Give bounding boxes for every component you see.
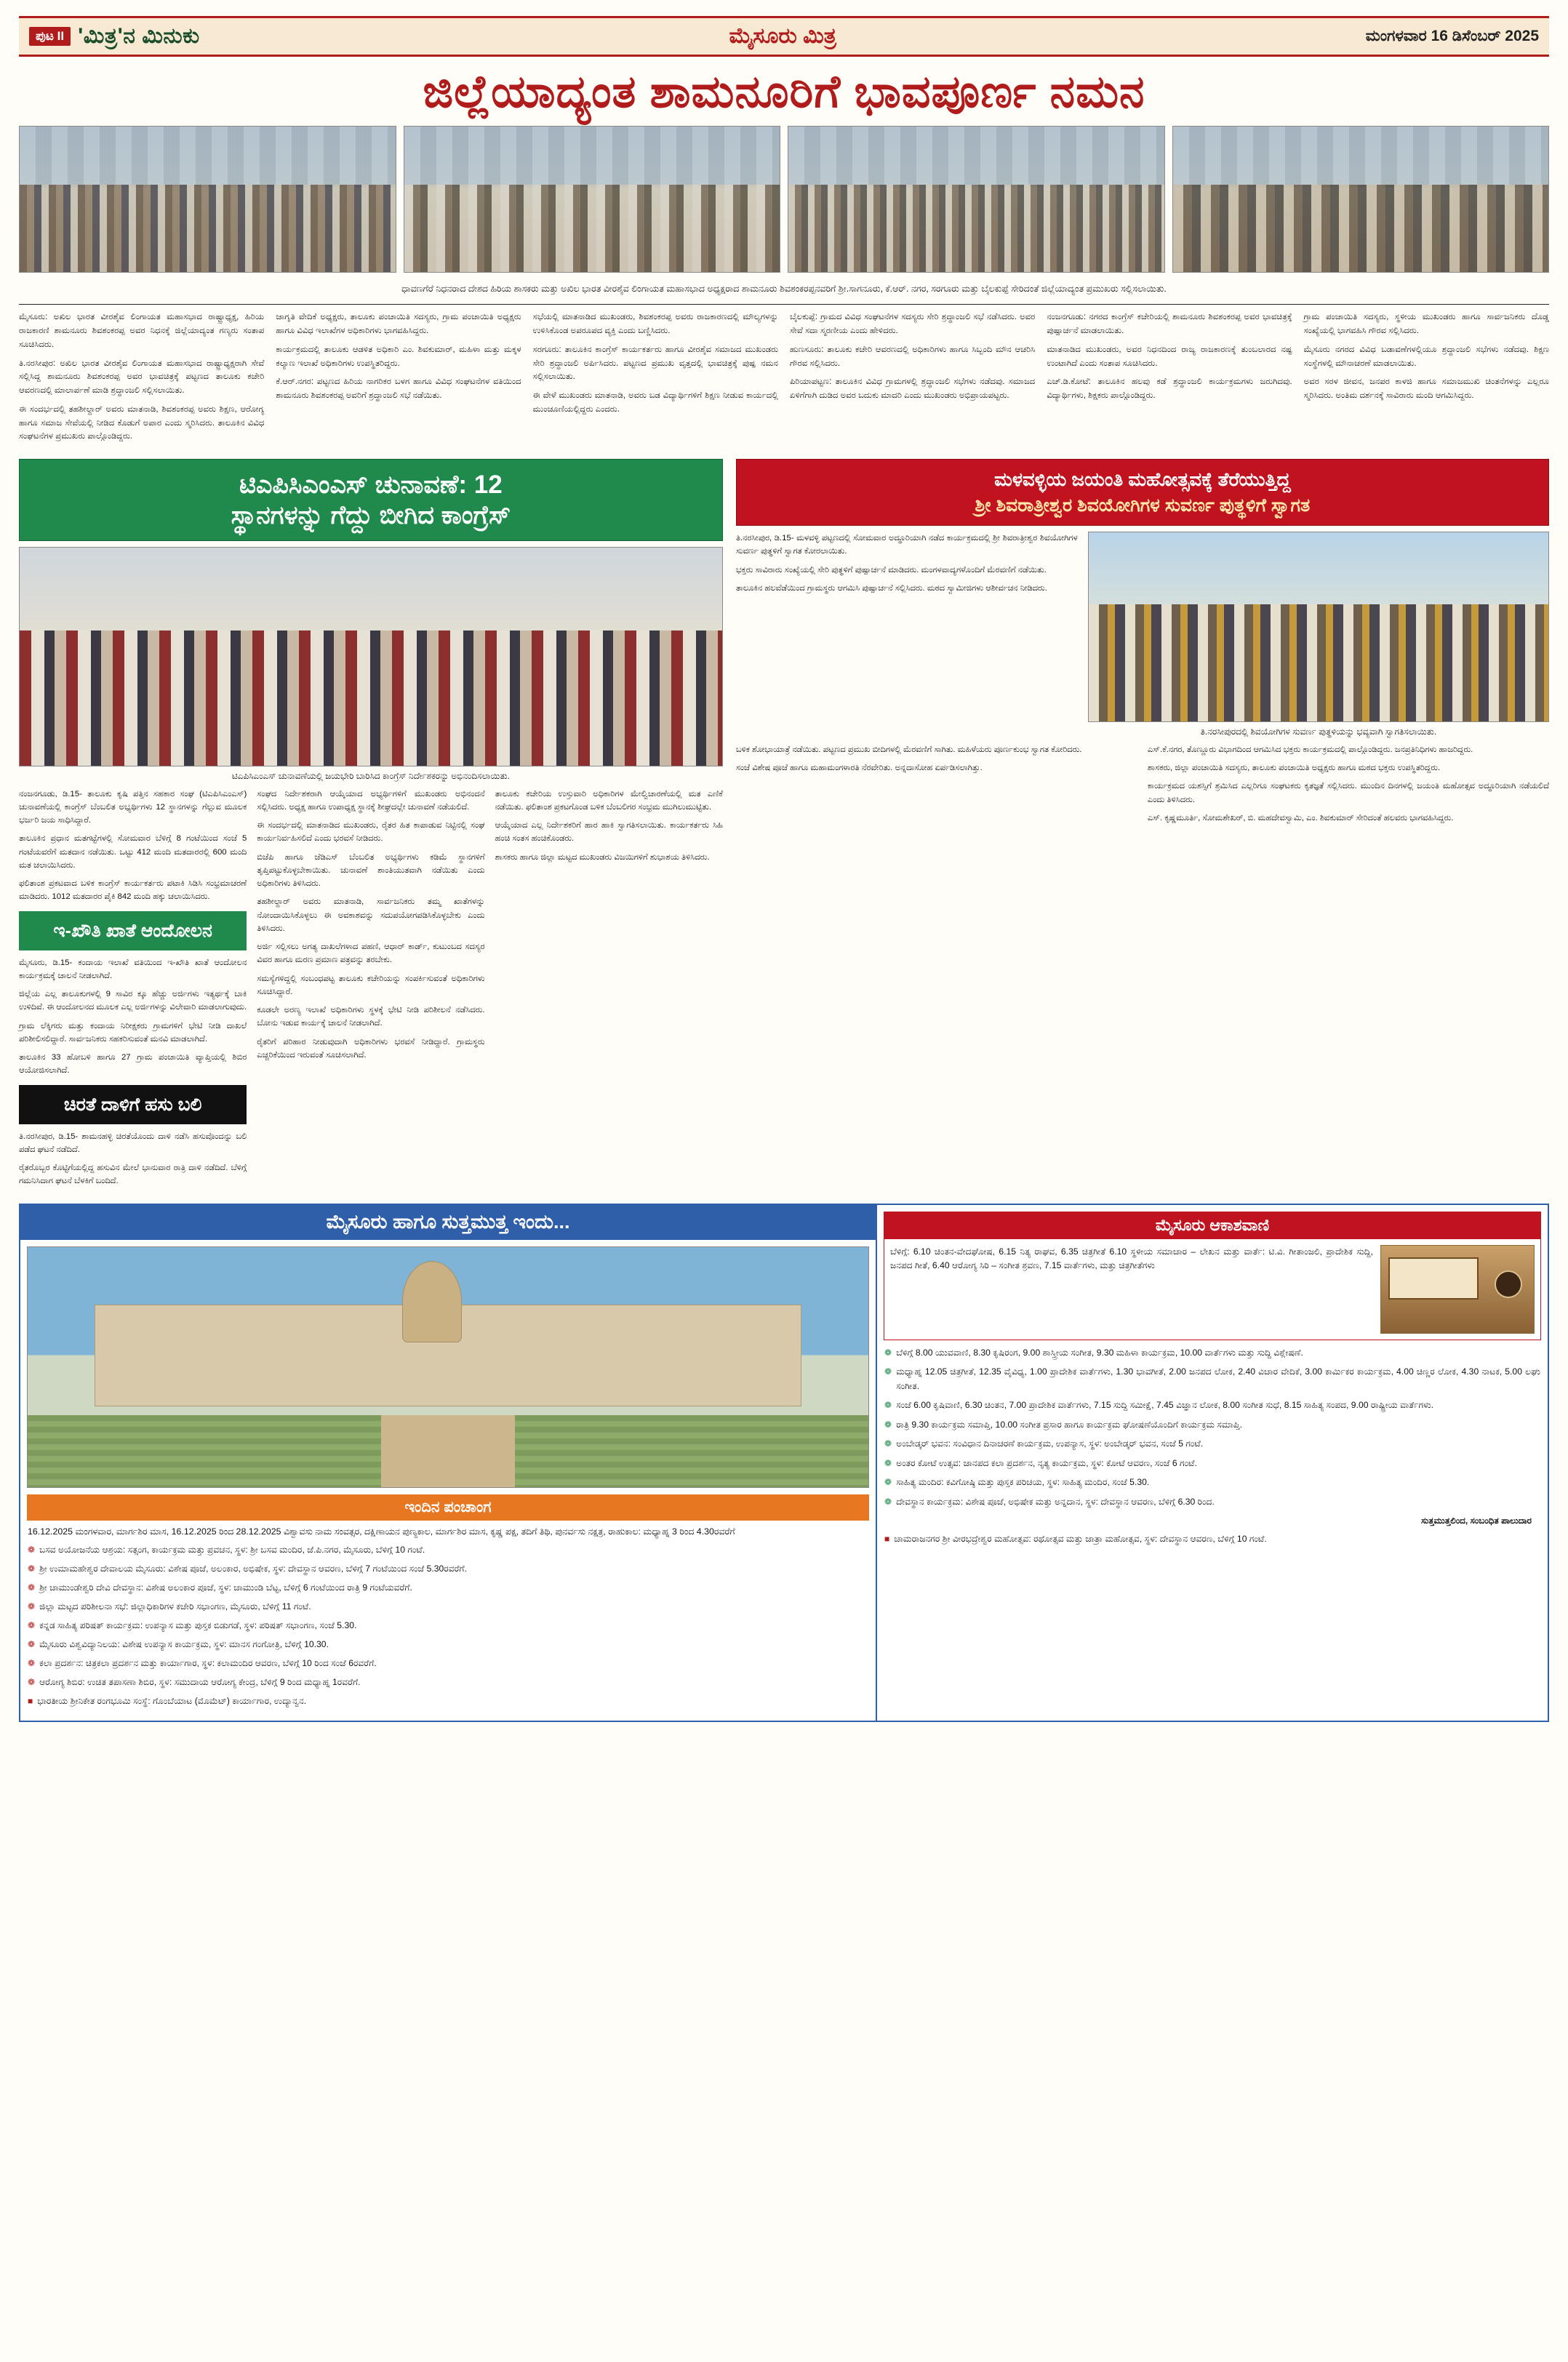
- event-text: ಶ್ರೀ ಉಮಾಮಹೇಶ್ವರ ದೇವಾಲಯ ಮೈಸೂರು: ವಿಶೇಷ ಪೂಜೆ, ಅಲಂಕಾರ, ಅಭಿಷೇಕ, ಸ್ಥಳ: ದೇವಸ್ಥಾನ ಆವರಣ, ಬೆಳಿಗ್ಗೆ 7 ಗಂಟೆಯಿಂದ ಸಂಜೆ 5.30ರವರೆಗೆ.: [39, 1564, 467, 1574]
- masthead-left: [29, 24, 200, 49]
- event-text: ಮೈಸೂರು ವಿಶ್ವವಿದ್ಯಾನಿಲಯ: ವಿಶೇಷ ಉಪನ್ಯಾಸ ಕಾರ್ಯಕ್ರಮ, ಸ್ಥಳ: ಮಾನಸ ಗಂಗೋತ್ರಿ, ಬೆಳಿಗ್ಗೆ 10.30.: [39, 1639, 329, 1650]
- panchanga-text: 16.12.2025 ಮಂಗಳವಾರ, ಮಾರ್ಗಶಿರ ಮಾಸ, 16.12.2025 ರಿಂದ 28.12.2025 ವಿಶ್ವಾವಸು ನಾಮ ಸಂವತ್ಸರ, ದಕ್ಷಿಣಾಯನ ಪುಣ್ಯಕಾಲ, ಮಾರ್ಗಶಿರ ಮಾಸ, ಕೃಷ್ಣ ಪಕ್ಷ, ತದಿಗೆ ತಿಥಿ, ಪುನರ್ವಸು ನಕ್ಷತ್ರ, ರಾಹುಕಾಲ: ಮಧ್ಯಾಹ್ನ 3 ರಿಂದ 4.30ರವರೆಗೆ: [28, 1526, 735, 1537]
- flower-bullet-icon: ❁: [884, 1366, 892, 1377]
- flower-bullet-icon: ❁: [28, 1620, 36, 1631]
- list-item: [28, 1600, 868, 1614]
- paragraph: ತಿ.ನರಸೀಪುರ, ಡಿ.15- ಮಳವಳ್ಳಿ ಪಟ್ಟಣದಲ್ಲಿ ಸೋಮವಾರ ಅದ್ಧೂರಿಯಾಗಿ ನಡೆದ ಕಾರ್ಯಕ್ರಮದಲ್ಲಿ ಶ್ರೀ ಶಿವರಾತ್ರೀಶ್ವರ ಶಿವಯೋಗಿಗಳ ಸುವರ್ಣ ಪುತ್ಥಳಿಗೆ ಸ್ವಾಗತ ಕೋರಲಾಯಿತು.: [735, 534, 1078, 556]
- lead-col-3: [533, 311, 778, 449]
- schedule-text: ರಾತ್ರಿ 9.30 ಕಾರ್ಯಕ್ರಮ ಸಮಾಪ್ತಿ, 10.00 ಸಂಗೀತ ಪ್ರಸಾರ ಹಾಗೂ ಕಾರ್ಯಕ್ರಮ ಘೋಷಣೆಯೊಂದಿಗೆ ಕಾರ್ಯಕ್ರಮ ಸಮಾಪ್ತಿ.: [896, 1419, 1243, 1430]
- paragraph: ರೈತರೊಬ್ಬರ ಕೊಟ್ಟಿಗೆಯಲ್ಲಿದ್ದ ಹಸುವಿನ ಮೇಲೆ ಭಾನುವಾರ ರಾತ್ರಿ ದಾಳಿ ನಡೆದಿದೆ. ಬೆಳಿಗ್ಗೆ ಗಮನಿಸಿದಾಗ ಘಟನೆ ಬೆಳಕಿಗೆ ಬಂದಿದೆ.: [19, 1164, 247, 1186]
- malavalli-col-2: [736, 743, 1137, 830]
- paragraph: ಶಾಸಕರು ಹಾಗೂ ಜಿಲ್ಲಾ ಮಟ್ಟದ ಮುಖಂಡರು ವಿಜಯಿಗಳಿಗೆ ಶುಭಾಶಯ ತಿಳಿಸಿದರು.: [495, 852, 710, 862]
- radio-panel-heading: ಮೈಸೂರು ಆಕಾಶವಾಣಿ: [884, 1212, 1541, 1239]
- lead-col-4: [790, 311, 1035, 449]
- flower-bullet-icon: ❁: [28, 1545, 36, 1556]
- paragraph: ಶಾಸಕರು, ಜಿಲ್ಲಾ ಪಂಚಾಯಿತಿ ಸದಸ್ಯರು, ತಾಲೂಕು ಪಂಚಾಯಿತಿ ಅಧ್ಯಕ್ಷರು ಹಾಗೂ ಮಠದ ಭಕ್ತರು ಉಪಸ್ಥಿತರಿದ್ದರು.: [1147, 764, 1441, 773]
- middle-band: [19, 459, 1549, 1193]
- list-item: [28, 1638, 868, 1652]
- tapcms-col-1: [19, 788, 247, 1193]
- paragraph: ತಿ.ನರಸೀಪುರ, ಡಿ.15- ಶಾಮನಹಳ್ಳಿ ಚಿರತೆಯೊಂದು ದಾಳಿ ನಡೆಸಿ ಹಸುವೊಂದನ್ನು ಬಲಿ ಪಡೆದ ಘಟನೆ ನಡೆದಿದೆ.: [19, 1132, 247, 1154]
- paragraph: ಮೈಸೂರು ನಗರದ ವಿವಿಧ ಬಡಾವಣೆಗಳಲ್ಲಿಯೂ ಶ್ರದ್ಧಾಂಜಲಿ ಸಭೆಗಳು ನಡೆದವು. ಶಿಕ್ಷಣ ಸಂಸ್ಥೆಗಳಲ್ಲಿ ಮೌನಾಚರಣೆ ಮಾಡಲಾಯಿತು.: [1303, 344, 1549, 368]
- masthead: [19, 16, 1549, 57]
- publication-date: ಮಂಗಳವಾರ 16 ಡಿಸೆಂಬರ್ 2025: [1365, 28, 1539, 44]
- flower-bullet-icon: ❁: [884, 1347, 892, 1358]
- event-text: ಕನ್ನಡ ಸಾಹಿತ್ಯ ಪರಿಷತ್ ಕಾರ್ಯಕ್ರಮ: ಉಪನ್ಯಾಸ ಮತ್ತು ಪುಸ್ತಕ ಬಿಡುಗಡೆ, ಸ್ಥಳ: ಪರಿಷತ್ ಸಭಾಂಗಣ, ಸಂಜೆ 5.30.: [39, 1620, 357, 1631]
- tapcms-photo-caption: ಟಿಎಪಿಸಿಎಂಎಸ್ ಚುನಾವಣೆಯಲ್ಲಿ ಜಯಭೇರಿ ಬಾರಿಸಿದ ಕಾಂಗ್ರೆಸ್ ನಿರ್ದೇಶಕರನ್ನು ಅಭಿನಂದಿಸಲಾಯಿತು.: [231, 770, 510, 781]
- radio-set-image: [1380, 1245, 1535, 1334]
- tapcms-photo: [19, 547, 723, 766]
- photo-1: [19, 126, 396, 273]
- event-list: [20, 1542, 876, 1720]
- paragraph: ಎಸ್.ಕೆ.ನಗರ, ತೊಣ್ಣೂರು ವಿಭಾಗದಿಂದ ಆಗಮಿಸಿದ ಭಕ್ತರು ಕಾರ್ಯಕ್ರಮದಲ್ಲಿ ಪಾಲ್ಗೊಂಡಿದ್ದರು. ಜನಪ್ರತಿನಿಧಿಗಳು ಹಾಜರಿದ್ದರು.: [1147, 745, 1473, 754]
- flower-bullet-icon: ❁: [28, 1582, 36, 1593]
- list-item: [28, 1562, 868, 1576]
- event-text: ಆರೋಗ್ಯ ಶಿಬಿರ: ಉಚಿತ ತಪಾಸಣಾ ಶಿಬಿರ, ಸ್ಥಳ: ಸಮುದಾಯ ಆರೋಗ್ಯ ಕೇಂದ್ರ, ಬೆಳಿಗ್ಗೆ 9 ರಿಂದ ಮಧ್ಯಾಹ್ನ 1ರವರೆಗೆ.: [39, 1676, 361, 1687]
- paragraph: ಸಂಘದ ನಿರ್ದೇಶಕರಾಗಿ ಆಯ್ಕೆಯಾದ ಅಭ್ಯರ್ಥಿಗಳಿಗೆ ಮುಖಂಡರು ಅಭಿನಂದನೆ ಸಲ್ಲಿಸಿದರು. ಅಧ್ಯಕ್ಷ ಹಾಗೂ ಉಪಾಧ್ಯಕ್ಷ ಸ್ಥಾನಕ್ಕೆ ಶೀಘ್ರದಲ್ಲೇ ಚುನಾವಣೆ ನಡೆಯಲಿದೆ.: [257, 789, 485, 812]
- paragraph: ಜಿಲ್ಲೆಯ ಎಲ್ಲ ತಾಲೂಕುಗಳಲ್ಲಿ 9 ಸಾವಿರ ಕ್ಕೂ ಹೆಚ್ಚು ಅರ್ಜಿಗಳು ಇತ್ಯರ್ಥಕ್ಕೆ ಬಾಕಿ ಉಳಿದಿವೆ. ಈ ಆಂದೋಲನದ ಮೂಲಕ ಎಲ್ಲ ಅರ್ಜಿಗಳನ್ನು ವಿಲೇವಾರಿ ಮಾಡಲಾಗುವುದು.: [19, 990, 247, 1012]
- paragraph: ರೈತರಿಗೆ ಪರಿಹಾರ ನೀಡುವುದಾಗಿ ಅಧಿಕಾರಿಗಳು ಭರವಸೆ ನೀಡಿದ್ದಾರೆ. ಗ್ರಾಮಸ್ಥರು ಎಚ್ಚರಿಕೆಯಿಂದ ಇರುವಂತೆ ಸೂಚಿಸಲಾಗಿದೆ.: [257, 1037, 485, 1060]
- malavalli-photo-caption: ತಿ.ನರಸೀಪುರದಲ್ಲಿ ಶಿವಯೋಗಿಗಳ ಸುವರ್ಣ ಪುತ್ಥಳಿಯನ್ನು ಭವ್ಯವಾಗಿ ಸ್ವಾಗತಿಸಲಾಯಿತು.: [1200, 726, 1437, 737]
- today-panel-heading: ಮೈಸೂರು ಹಾಗೂ ಸುತ್ತಮುತ್ತ ಇಂದು...: [20, 1205, 876, 1240]
- photo-3: [788, 126, 1165, 273]
- list-item: [28, 1657, 868, 1670]
- paragraph: ಈ ಸಂದರ್ಭದಲ್ಲಿ ಮಾತನಾಡಿದ ಮುಖಂಡರು, ರೈತರ ಹಿತ ಕಾಪಾಡುವ ನಿಟ್ಟಿನಲ್ಲಿ ಸಂಘ ಕಾರ್ಯನಿರ್ವಹಿಸಲಿದೆ ಎಂದು ಭರವಸೆ ನೀಡಿದರು.: [257, 821, 485, 844]
- list-item: [28, 1543, 868, 1557]
- radio-schedule-list: [877, 1340, 1548, 1559]
- paragraph: ತಾಲೂಕಿನ 33 ಹೋಬಳಿ ಹಾಗೂ 27 ಗ್ರಾಮ ಪಂಚಾಯಿತಿ ವ್ಯಾಪ್ತಿಯಲ್ಲಿ ಶಿಬಿರ ಆಯೋಜಿಸಲಾಗಿದೆ.: [19, 1053, 247, 1076]
- list-item: [884, 1457, 1540, 1471]
- tapcms-columns: [19, 788, 723, 1193]
- lead-col-5: [1047, 311, 1292, 449]
- schedule-text: ಬೆಳಿಗ್ಗೆ 8.00 ಯುವವಾಣಿ, 8.30 ಕೃಷಿರಂಗ, 9.00 ಶಾಸ್ತ್ರೀಯ ಸಂಗೀತ, 9.30 ಮಹಿಳಾ ಕಾರ್ಯಕ್ರಮ, 10.00 ವಾರ್ತೆಗಳು ಮತ್ತು ಸುದ್ದಿ ವಿಶ್ಲೇಷಣೆ.: [896, 1347, 1303, 1358]
- lead-article: [19, 311, 1549, 449]
- radio-morning-text: ಬೆಳಿಗ್ಗೆ: 6.10 ಚಿಂತನ-ವೇದಘೋಷ, 6.15 ನಿತ್ಯ ರಾಘವ, 6.35 ಚಿತ್ರಗೀತೆ 6.10 ಸ್ಥಳೀಯ ಸಮಾಚಾರ – ಲೇಖನ ಮತ್ತು ವಾರ್ತೆ: ಟಿ.ವಿ. ಗೀತಾಂಜಲಿ, ಪ್ರಾದೇಶಿಕ ಸುದ್ದಿ, ಜನಪದ ಗೀತೆ, 6.40 ಆರೋಗ್ಯ ಸಿರಿ – ಸಂಗೀತ ಶ್ರವಣ, 7.15 ವಾರ್ತೆಗಳು, ಮತ್ತು ಚಿತ್ರಗೀತೆಗಳು: [890, 1246, 1373, 1270]
- paragraph: ಪಿರಿಯಾಪಟ್ಟಣ: ತಾಲೂಕಿನ ವಿವಿಧ ಗ್ರಾಮಗಳಲ್ಲಿ ಶ್ರದ್ಧಾಂಜಲಿ ಸಭೆಗಳು ನಡೆದವು. ಸಮಾಜದ ಏಳಿಗೆಗಾಗಿ ದುಡಿದ ಅವರ ಬದುಕು ಮಾದರಿ ಎಂದು ಮುಖಂಡರು ಅಭಿಪ್ರಾಯಪಟ್ಟರು.: [789, 377, 1036, 401]
- photo-strip-caption: ಧಾವಣಗೆರೆ ನಿಧನರಾದ ದೇಶದ ಹಿರಿಯ ಶಾಸಕರು ಮತ್ತು ಅಖಿಲ ಭಾರತ ವೀರಶೈವ ಲಿಂಗಾಯತ ಮಹಾಸಭಾದ ಅಧ್ಯಕ್ಷರಾದ ಶಾಮನೂರು ಶಿವಶಂಕರಪ್ಪನವರಿಗೆ ಶ್ರೀ.ಸಾಗನೂರು, ಕೆ.ಆರ್. ನಗರ, ಸರಗೂರು ಮತ್ತು ಬೈಲಕುಪ್ಪೆ ಸೇರಿದಂತೆ ಜಿಲ್ಲೆಯಾದ್ಯಂತ ಪ್ರಮುಖರು ಸಲ್ಲಿಸಲಾಯಿತು.: [401, 284, 1167, 295]
- section-title: 'ಮಿತ್ರ'ನ ಮಿನುಕು: [78, 24, 200, 48]
- malavalli-bottom: [736, 743, 1549, 830]
- lead-col-6: [1304, 311, 1549, 449]
- event-text: ಭಾರತೀಯ ಶ್ರೀನಿಕೇತ ರಂಗಭೂಮಿ ಸಂಸ್ಥೆ: ಗೊಂಬೆಯಾಟ (ಮೊಮೆಟ್) ಕಾರ್ಯಾಗಾರ, ಉದ್ಯಾನ್ವನ.: [37, 1695, 307, 1706]
- square-bullet-icon: ■: [28, 1695, 33, 1706]
- photo-strip: [19, 126, 1549, 273]
- paragraph: ಜಾಗೃತಿ ವೇದಿಕೆ ಅಧ್ಯಕ್ಷರು, ತಾಲೂಕು ಪಂಚಾಯಿತಿ ಸದಸ್ಯರು, ಗ್ರಾಮ ಪಂಚಾಯಿತಿ ಅಧ್ಯಕ್ಷರು ಹಾಗೂ ವಿವಿಧ ಇಲಾಖೆಗಳ ಅಧಿಕಾರಿಗಳು ಭಾಗವಹಿಸಿದ್ದರು.: [276, 312, 521, 335]
- today-panel: [20, 1205, 877, 1721]
- schedule-text: ಸಂಜೆ 6.00 ಕೃಷಿವಾಣಿ, 6.30 ಚಿಂತನ, 7.00 ಪ್ರಾದೇಶಿಕ ವಾರ್ತೆಗಳು, 7.15 ಸುದ್ದಿ ಸಮೀಕ್ಷೆ, 7.45 ವಿಜ್ಞಾನ ಲೋಕ, 8.00 ಸಂಗೀತ ಸುಧೆ, 8.15 ಸಾಹಿತ್ಯ ಸಂಪದ, 9.00 ರಾಷ್ಟ್ರೀಯ ವಾರ್ತೆಗಳು.: [896, 1400, 1434, 1411]
- paragraph: ಸಮಸ್ಯೆಗಳಿದ್ದಲ್ಲಿ ಸಂಬಂಧಪಟ್ಟ ತಾಲೂಕು ಕಚೇರಿಯನ್ನು ಸಂಪರ್ಕಿಸುವಂತೆ ಅಧಿಕಾರಿಗಳು ಸೂಚಿಸಿದ್ದಾರೆ.: [257, 974, 485, 996]
- paragraph: ಸಭೆಯಲ್ಲಿ ಮಾತನಾಡಿದ ಮುಖಂಡರು, ಶಿವಶಂಕರಪ್ಪ ಅವರು ರಾಜಕಾರಣದಲ್ಲಿ ಮೌಲ್ಯಗಳನ್ನು ಉಳಿಸಿಕೊಂಡ ಅಪರೂಪದ ವ್ಯಕ್ತಿ ಎಂದು ಬಣ್ಣಿಸಿದರು.: [532, 312, 778, 335]
- schedule-text: ಮಧ್ಯಾಹ್ನ 12.05 ಚಿತ್ರಗೀತೆ, 12.35 ವೈವಿಧ್ಯ, 1.00 ಪ್ರಾದೇಶಿಕ ವಾರ್ತೆಗಳು, 1.30 ಭಾವಗೀತೆ, 2.00 ಜನಪದ ಲೋಕ, 2.40 ವಿಚಾರ ವೇದಿಕೆ, 3.00 ಕಾರ್ಮಿಕರ ಕಾರ್ಯಕ್ರಮ, 4.00 ಚಿಣ್ಣರ ಲೋಕ, 4.30 ನಾಟಕ, 5.00 ಲಘು ಸಂಗೀತ.: [896, 1366, 1540, 1391]
- flower-bullet-icon: ❁: [28, 1564, 36, 1574]
- event-text: ಬಸವ ಅಯೋಜನೆಯ ಆಶ್ರಯ: ಸತ್ಸಂಗ, ಕಾರ್ಯಕ್ರಮ ಮತ್ತು ಪ್ರವಚನ, ಸ್ಥಳ: ಶ್ರೀ ಬಸವ ಮಂದಿರ, ಜೆ.ಪಿ.ನಗರ, ಮೈಸೂರು, ಬೆಳಿಗ್ಗೆ 10 ಗಂಟೆ.: [39, 1545, 425, 1556]
- list-item: [884, 1418, 1540, 1433]
- flower-bullet-icon: ❁: [884, 1419, 892, 1430]
- flower-bullet-icon: ❁: [884, 1477, 892, 1488]
- paragraph: ಕಾರ್ಯಕ್ರಮದಲ್ಲಿ ತಾಲೂಕು ಆಡಳಿತ ಅಧಿಕಾರಿ ಎಂ. ಶಿವಕುಮಾರ್, ಮಹಿಳಾ ಮತ್ತು ಮಕ್ಕಳ ಕಲ್ಯಾಣ ಇಲಾಖೆ ಅಧಿಕಾರಿಗಳು ಉಪಸ್ಥಿತರಿದ್ದರು.: [276, 344, 521, 368]
- tapcms-col-3: [495, 788, 723, 1193]
- flower-bullet-icon: ❁: [884, 1496, 892, 1507]
- flower-bullet-icon: ❁: [28, 1657, 36, 1668]
- paragraph: ಮೈಸೂರು: ಅಖಿಲ ಭಾರತ ವೀರಶೈವ ಲಿಂಗಾಯತ ಮಹಾಸಭಾದ ರಾಷ್ಟ್ರಾಧ್ಯಕ್ಷ, ಹಿರಿಯ ರಾಜಕಾರಣಿ ಶಾಮನೂರು ಶಿವಶಂಕರಪ್ಪ ಅವರ ನಿಧನಕ್ಕೆ ಜಿಲ್ಲೆಯಾದ್ಯಂತ ಗಣ್ಯರು ಸಂತಾಪ ಸೂಚಿಸಿದರು.: [19, 312, 265, 349]
- flower-bullet-icon: ❁: [884, 1400, 892, 1411]
- lead-headline: ಜಿಲ್ಲೆಯಾದ್ಯಂತ ಶಾಮನೂರಿಗೆ ಭಾವಪೂರ್ಣ ನಮನ: [423, 67, 1145, 117]
- paragraph: ಬಿಜೆಪಿ ಹಾಗೂ ಜೆಡಿಎಸ್ ಬೆಂಬಲಿತ ಅಭ್ಯರ್ಥಿಗಳು ಕಡಿಮೆ ಸ್ಥಾನಗಳಿಗೆ ತೃಪ್ತಿಪಟ್ಟುಕೊಳ್ಳಬೇಕಾಯಿತು. ಚುನಾವಣೆ ಶಾಂತಿಯುತವಾಗಿ ನಡೆಯಿತು ಎಂದು ಅಧಿಕಾರಿಗಳು ತಿಳಿಸಿದರು.: [257, 852, 485, 889]
- paragraph: ತಹಶೀಲ್ದಾರ್ ಅವರು ಮಾತನಾಡಿ, ಸಾರ್ವಜನಿಕರು ತಮ್ಮ ಖಾತೆಗಳನ್ನು ನೋಂದಾಯಿಸಿಕೊಳ್ಳಲು ಈ ಅವಕಾಶವನ್ನು ಸದುಪಯೋಗಪಡಿಸಿಕೊಳ್ಳಬೇಕು ಎಂದು ತಿಳಿಸಿದರು.: [257, 897, 485, 933]
- paragraph: ತಾಲೂಕಿನ ಪ್ರಧಾನ ಮತಗಟ್ಟೆಗಳಲ್ಲಿ ಸೋಮವಾರ ಬೆಳಿಗ್ಗೆ 8 ಗಂಟೆಯಿಂದ ಸಂಜೆ 5 ಗಂಟೆಯವರೆಗೆ ಮತದಾನ ನಡೆಯಿತು. ಒಟ್ಟು 412 ಮಂದಿ ಮತದಾರರಲ್ಲಿ 600 ಮಂದಿ ಮತ ಚಲಾಯಿಸಿದರು.: [19, 834, 247, 870]
- radio-box: [884, 1239, 1541, 1340]
- malavalli-article: [736, 459, 1549, 1193]
- paragraph: ಕಾರ್ಯಕ್ರಮದ ಯಶಸ್ಸಿಗೆ ಶ್ರಮಿಸಿದ ಎಲ್ಲರಿಗೂ ಸಂಘಟಕರು ಕೃತಜ್ಞತೆ ಸಲ್ಲಿಸಿದರು. ಮುಂದಿನ ದಿನಗಳಲ್ಲಿ ಜಯಂತಿ ಮಹೋತ್ಸವ ಅದ್ಧೂರಿಯಾಗಿ ನಡೆಯಲಿದೆ ಎಂದು ತಿಳಿಸಿದರು.: [1147, 782, 1550, 804]
- paragraph: ಮಾತನಾಡಿದ ಮುಖಂಡರು, ಅವರ ನಿಧನದಿಂದ ರಾಜ್ಯ ರಾಜಕಾರಣಕ್ಕೆ ತುಂಬಲಾರದ ನಷ್ಟ ಉಂಟಾಗಿದೆ ಎಂದು ಸಂತಾಪ ಸೂಚಿಸಿದರು.: [1047, 344, 1292, 368]
- flower-bullet-icon: ❁: [28, 1676, 36, 1687]
- paper-name: ಮೈಸೂರು ಮಿತ್ರ: [729, 24, 836, 48]
- event-text: ಜಿಲ್ಲಾ ಮಟ್ಟದ ಪರಿಶೀಲನಾ ಸಭೆ: ಜಿಲ್ಲಾಧಿಕಾರಿಗಳ ಕಚೇರಿ ಸಭಾಂಗಣ, ಮೈಸೂರು, ಬೆಳಿಗ್ಗೆ 11 ಗಂಟೆ.: [39, 1601, 311, 1612]
- schedule-text: ದೇವಸ್ಥಾನ ಕಾರ್ಯಕ್ರಮ: ವಿಶೇಷ ಪೂಜೆ, ಅಭಿಷೇಕ ಮತ್ತು ಅನ್ನದಾನ, ಸ್ಥಳ: ದೇವಸ್ಥಾನ ಆವರಣ, ಬೆಳಿಗ್ಗೆ 6.30 ರಿಂದ.: [896, 1496, 1215, 1507]
- radio-signoff: ಸುತ್ತಮುತ್ತಲಿಂದ, ಸಂಬಂಧಿತ ಪಾಲುದಾರ: [1421, 1516, 1532, 1526]
- lead-col-2: [276, 311, 521, 449]
- schedule-text: ಅಂತರ ಕೋಟೆ ಉತ್ಸವ: ಜಾನಪದ ಕಲಾ ಪ್ರದರ್ಶನ, ನೃತ್ಯ ಕಾರ್ಯಕ್ರಮ, ಸ್ಥಳ: ಕೋಟೆ ಆವರಣ, ಸಂಜೆ 6 ಗಂಟೆ.: [896, 1457, 1197, 1468]
- schedule-text: ಚಾಮರಾಜನಗರ ಶ್ರೀ ವೀರಭದ್ರೇಶ್ವರ ಮಹೋತ್ಸವ: ರಥೋತ್ಸವ ಮತ್ತು ಜಾತ್ರಾ ಮಹೋತ್ಸವ, ಸ್ಥಳ: ದೇವಸ್ಥಾನ ಆವರಣ, ಬೆಳಿಗ್ಗೆ 10 ಗಂಟೆ.: [894, 1534, 1267, 1545]
- paragraph: ಎಚ್.ಡಿ.ಕೋಟೆ: ತಾಲೂಕಿನ ಹಲವು ಕಡೆ ಶ್ರದ್ಧಾಂಜಲಿ ಕಾರ್ಯಕ್ರಮಗಳು ಜರುಗಿದವು. ವಿದ್ಯಾರ್ಥಿಗಳು, ಶಿಕ್ಷಕರು ಪಾಲ್ಗೊಂಡಿದ್ದರು.: [1047, 377, 1292, 401]
- paragraph: ಭಕ್ತರು ಸಾವಿರಾರು ಸಂಖ್ಯೆಯಲ್ಲಿ ಸೇರಿ ಪುತ್ಥಳಿಗೆ ಪುಷ್ಪಾರ್ಚನೆ ಮಾಡಿದರು. ಮಂಗಳವಾದ್ಯಗಳೊಂದಿಗೆ ಮೆರವಣಿಗೆ ನಡೆಯಿತು.: [735, 565, 1047, 575]
- malavalli-headline: [736, 459, 1549, 526]
- paragraph: ಸಂಜೆ ವಿಶೇಷ ಪೂಜೆ ಹಾಗೂ ಮಹಾಮಂಗಳಾರತಿ ನೆರವೇರಿತು. ಅನ್ನದಾಸೋಹ ಏರ್ಪಡಿಸಲಾಗಿತ್ತು.: [735, 764, 983, 773]
- paragraph: ಕೂಡಲೇ ಅರಣ್ಯ ಇಲಾಖೆ ಅಧಿಕಾರಿಗಳು ಸ್ಥಳಕ್ಕೆ ಭೇಟಿ ನೀಡಿ ಪರಿಶೀಲನೆ ನಡೆಸಿದರು. ಬೋನು ಇಡುವ ಕಾರ್ಯಕ್ಕೆ ಚಾಲನೆ ನೀಡಲಾಗಿದೆ.: [257, 1006, 485, 1028]
- tapcms-headline-line1: ಟಿಎಪಿಸಿಎಂಎಸ್ ಚುನಾವಣೆ: 12: [239, 471, 503, 500]
- list-item: [884, 1437, 1540, 1452]
- list-item: [28, 1581, 868, 1595]
- paragraph: ಮೈಸೂರು, ಡಿ.15- ಕಂದಾಯ ಇಲಾಖೆ ವತಿಯಿಂದ ಇ-ಖೌತಿ ಖಾತೆ ಆಂದೋಲನ ಕಾರ್ಯಕ್ರಮಕ್ಕೆ ಚಾಲನೆ ನೀಡಲಾಗಿದೆ.: [19, 958, 247, 980]
- paragraph: ನಂಜನಗೂಡು, ಡಿ.15- ತಾಲೂಕು ಕೃಷಿ ಪತ್ತಿನ ಸಹಕಾರ ಸಂಘ (ಟಿಎಪಿಸಿಎಂಎಸ್) ಚುನಾವಣೆಯಲ್ಲಿ ಕಾಂಗ್ರೆಸ್ ಬೆಂಬಲಿತ ಅಭ್ಯರ್ಥಿಗಳು 12 ಸ್ಥಾನಗಳನ್ನು ಗೆಲ್ಲುವ ಮೂಲಕ ಭರ್ಜರಿ ಜಯ ಸಾಧಿಸಿದ್ದಾರೆ.: [19, 789, 247, 825]
- ekouthi-heading: ಇ-ಖೌತಿ ಖಾತೆ ಆಂದೋಲನ: [19, 911, 247, 950]
- photo-4: [1172, 126, 1550, 273]
- paragraph: ಬಳಿಕ ಶೋಭಾಯಾತ್ರೆ ನಡೆಯಿತು. ಪಟ್ಟಣದ ಪ್ರಮುಖ ಬೀದಿಗಳಲ್ಲಿ ಮೆರವಣಿಗೆ ಸಾಗಿತು. ಮಹಿಳೆಯರು ಪೂರ್ಣಕುಂಭ ಸ್ವಾಗತ ಕೋರಿದರು.: [735, 745, 1082, 754]
- paragraph: ಆಯ್ಕೆಯಾದ ಎಲ್ಲ ನಿರ್ದೇಶಕರಿಗೆ ಹಾರ ಹಾಕಿ ಸ್ವಾಗತಿಸಲಾಯಿತು. ಕಾರ್ಯಕರ್ತರು ಸಿಹಿ ಹಂಚಿ ಸಂತಸ ಹಂಚಿಕೊಂಡರು.: [495, 821, 723, 844]
- mysore-palace-photo: [27, 1246, 869, 1488]
- schedule-text: ಅಂಬೇಡ್ಕರ್ ಭವನ: ಸಂವಿಧಾನ ದಿನಾಚರಣೆ ಕಾರ್ಯಕ್ರಮ, ಉಪನ್ಯಾಸ, ಸ್ಥಳ: ಅಂಬೇಡ್ಕರ್ ಭವನ, ಸಂಜೆ 5 ಗಂಟೆ.: [896, 1438, 1204, 1449]
- event-text: ಕಲಾ ಪ್ರದರ್ಶನ: ಚಿತ್ರಕಲಾ ಪ್ರದರ್ಶನ ಮತ್ತು ಕಾರ್ಯಾಗಾರ, ಸ್ಥಳ: ಕಲಾಮಂದಿರ ಆವರಣ, ಬೆಳಿಗ್ಗೆ 10 ರಿಂದ ಸಂಜೆ 6ರವರೆಗೆ.: [39, 1657, 377, 1668]
- list-item: [884, 1398, 1540, 1413]
- radio-panel: [877, 1205, 1548, 1721]
- paragraph: ಈ ವೇಳೆ ಮುಖಂಡರು ಮಾತನಾಡಿ, ಅವರು ಬಡ ವಿದ್ಯಾರ್ಥಿಗಳಿಗೆ ಶಿಕ್ಷಣ ನೀಡುವ ಕಾರ್ಯದಲ್ಲಿ ಮುಂಚೂಣಿಯಲ್ಲಿದ್ದರು ಎಂದರು.: [532, 391, 778, 414]
- malavalli-headline-line1: ಮಳವಳ್ಳಿಯ ಜಯಂತಿ ಮಹೋತ್ಸವಕ್ಕೆ ತೆರೆಯುತ್ತಿದ್ದ: [994, 468, 1291, 491]
- paragraph: ಈ ಸಂದರ್ಭದಲ್ಲಿ ತಹಶೀಲ್ದಾರ್ ಅವರು ಮಾತನಾಡಿ, ಶಿವಶಂಕರಪ್ಪ ಅವರು ಶಿಕ್ಷಣ, ಆರೋಗ್ಯ ಹಾಗೂ ಸಮಾಜ ಸೇವೆಯಲ್ಲಿ ನೀಡಿದ ಕೊಡುಗೆ ಅಪಾರ ಎಂದು ಸ್ಮರಿಸಿದರು. ತಾಲೂಕಿನ ವಿವಿಧ ಸಂಘಟನೆಗಳ ಪ್ರಮುಖರು ಪಾಲ್ಗೊಂಡಿದ್ದರು.: [19, 404, 265, 441]
- tapcms-headline-line2: ಸ್ಥಾನಗಳನ್ನು ಗೆದ್ದು ಬೀಗಿದ ಕಾಂಗ್ರೆಸ್: [231, 500, 511, 529]
- schedule-text: ಸಾಹಿತ್ಯ ಮಂದಿರ: ಕವಿಗೋಷ್ಠಿ ಮತ್ತು ಪುಸ್ತಕ ಪರಿಚಯ, ಸ್ಥಳ: ಸಾಹಿತ್ಯ ಮಂದಿರ, ಸಂಜೆ 5.30.: [896, 1477, 1150, 1488]
- panchanga-heading: ಇಂದಿನ ಪಂಚಾಂಗ: [27, 1494, 869, 1521]
- flower-bullet-icon: ❁: [884, 1457, 892, 1468]
- divider: [19, 304, 1549, 305]
- bottom-panel: [19, 1204, 1549, 1722]
- list-item: [884, 1532, 1540, 1547]
- photo-2: [404, 126, 781, 273]
- malavalli-col-3: [1148, 743, 1549, 830]
- malavalli-photo: [1088, 532, 1549, 722]
- paragraph: ಬೈಲಕುಪ್ಪೆ: ಗ್ರಾಮದ ವಿವಿಧ ಸಂಘಟನೆಗಳ ಸದಸ್ಯರು ಸೇರಿ ಶ್ರದ್ಧಾಂಜಲಿ ಸಭೆ ನಡೆಸಿದರು. ಅವರ ಸೇವೆ ಸದಾ ಸ್ಮರಣೀಯ ಎಂದು ಹೇಳಿದರು.: [789, 312, 1036, 335]
- page-number-badge: ಪುಟ II: [29, 27, 71, 46]
- paragraph: ಸರಗೂರು: ತಾಲೂಕಿನ ಕಾಂಗ್ರೆಸ್ ಕಾರ್ಯಕರ್ತರು ಹಾಗೂ ವೀರಶೈವ ಸಮಾಜದ ಮುಖಂಡರು ಸೇರಿ ಶ್ರದ್ಧಾಂಜಲಿ ಅರ್ಪಿಸಿದರು. ಪಟ್ಟಣದ ಪ್ರಮುಖ ವೃತ್ತದಲ್ಲಿ ಭಾವಚಿತ್ರಕ್ಕೆ ಪುಷ್ಪ ನಮನ ಸಲ್ಲಿಸಲಾಯಿತು.: [532, 344, 778, 382]
- flower-bullet-icon: ❁: [28, 1601, 36, 1612]
- flower-bullet-icon: ❁: [28, 1639, 36, 1650]
- list-item: [28, 1619, 868, 1633]
- lead-col-1: [19, 311, 264, 449]
- paragraph: ಹುಣಸೂರು: ತಾಲೂಕು ಕಚೇರಿ ಆವರಣದಲ್ಲಿ ಅಧಿಕಾರಿಗಳು ಹಾಗೂ ಸಿಬ್ಬಂದಿ ಮೌನ ಆಚರಿಸಿ ಗೌರವ ಸಲ್ಲಿಸಿದರು.: [789, 344, 1036, 368]
- tapcms-article: [19, 459, 723, 1193]
- square-bullet-icon: ■: [884, 1534, 890, 1545]
- malavalli-headline-line2: ಶ್ರೀ ಶಿವರಾತ್ರೀಶ್ವರ ಶಿವಯೋಗಿಗಳ ಸುವರ್ಣ ಪುತ್ಥಳಿಗೆ ಸ್ವಾಗತ: [975, 495, 1311, 516]
- paragraph: ತಾಲೂಕು ಕಚೇರಿಯ ಉಸ್ತುವಾರಿ ಅಧಿಕಾರಿಗಳ ಮೇಲ್ವಿಚಾರಣೆಯಲ್ಲಿ ಮತ ಎಣಿಕೆ ನಡೆಯಿತು. ಫಲಿತಾಂಶ ಪ್ರಕಟಗೊಂಡ ಬಳಿಕ ಬೆಂಬಲಿಗರ ಸಂಭ್ರಮ ಮುಗಿಲುಮುಟ್ಟಿತು.: [495, 789, 723, 812]
- tapcms-headline: [19, 459, 723, 541]
- event-text: ಶ್ರೀ ಚಾಮುಂಡೇಶ್ವರಿ ದೇವಿ ದೇವಸ್ಥಾನ: ವಿಶೇಷ ಅಲಂಕಾರ ಪೂಜೆ, ಸ್ಥಳ: ಚಾಮುಂಡಿ ಬೆಟ್ಟ, ಬೆಳಿಗ್ಗೆ 6 ಗಂಟೆಯಿಂದ ರಾತ್ರಿ 9 ಗಂಟೆಯವರೆಗೆ.: [39, 1582, 412, 1593]
- paragraph: ಕೆ.ಆರ್.ನಗರ: ಪಟ್ಟಣದ ಹಿರಿಯ ನಾಗರಿಕರ ಬಳಗ ಹಾಗೂ ವಿವಿಧ ಸಂಘಟನೆಗಳ ವತಿಯಿಂದ ಶಾಮನೂರು ಶಿವಶಂಕರಪ್ಪ ಅವರಿಗೆ ಶ್ರದ್ಧಾಂಜಲಿ ಸಭೆ ನಡೆಯಿತು.: [276, 377, 521, 401]
- tapcms-col-2: [257, 788, 484, 1193]
- malavalli-top: [736, 532, 1549, 743]
- paragraph: ತಾಲೂಕಿನ ಹಲವೆಡೆಯಿಂದ ಗ್ರಾಮಸ್ಥರು ಆಗಮಿಸಿ ಪುಷ್ಪಾರ್ಚನೆ ಸಲ್ಲಿಸಿದರು. ಮಠದ ಸ್ವಾಮೀಜಿಗಳು ಆಶೀರ್ವಚನ ನೀಡಿದರು.: [735, 583, 1047, 593]
- list-item: [884, 1476, 1540, 1490]
- charite-heading: ಚಿರತೆ ದಾಳಿಗೆ ಹಸು ಬಲಿ: [19, 1085, 247, 1124]
- malavalli-col-1: [736, 532, 1078, 743]
- paragraph: ಅರ್ಜಿ ಸಲ್ಲಿಸಲು ಅಗತ್ಯ ದಾಖಲೆಗಳಾದ ಪಹಣಿ, ಆಧಾರ್ ಕಾರ್ಡ್, ಕುಟುಂಬದ ಸದಸ್ಯರ ವಿವರ ಹಾಗೂ ಮರಣ ಪ್ರಮಾಣ ಪತ್ರವನ್ನು ತರಬೇಕು.: [257, 942, 485, 965]
- list-item: [28, 1676, 868, 1689]
- paragraph: ತಿ.ನರಸೀಪುರ: ಅಖಿಲ ಭಾರತ ವೀರಶೈವ ಲಿಂಗಾಯತ ಮಹಾಸಭಾದ ರಾಷ್ಟ್ರಾಧ್ಯಕ್ಷರಾಗಿ ಸೇವೆ ಸಲ್ಲಿಸಿದ್ದ ಶಾಮನೂರು ಶಿವಶಂಕರಪ್ಪ ಅವರ ಭಾವಚಿತ್ರಕ್ಕೆ ಪಟ್ಟಣದ ತಾಲೂಕು ಕಚೇರಿ ಆವರಣದಲ್ಲಿ ಮಾಲಾರ್ಪಣೆ ಮಾಡಿ ಶ್ರದ್ಧಾಂಜಲಿ ಸಲ್ಲಿಸಲಾಯಿತು.: [19, 358, 265, 396]
- paragraph: ಫಲಿತಾಂಶ ಪ್ರಕಟವಾದ ಬಳಿಕ ಕಾಂಗ್ರೆಸ್ ಕಾರ್ಯಕರ್ತರು ಪಟಾಕಿ ಸಿಡಿಸಿ ಸಂಭ್ರಮಾಚರಣೆ ಮಾಡಿದರು. 1012 ಮತದಾರರ ಪೈಕಿ 842 ಮಂದಿ ಹಕ್ಕು ಚಲಾಯಿಸಿದರು.: [19, 879, 247, 902]
- list-item: [884, 1495, 1540, 1510]
- paragraph: ಅವರ ಸರಳ ಜೀವನ, ಜನಪರ ಕಾಳಜಿ ಹಾಗೂ ಸಮಾಜಮುಖಿ ಚಿಂತನೆಗಳನ್ನು ಎಲ್ಲರೂ ಸ್ಮರಿಸಿದರು. ಅಂತಿಮ ದರ್ಶನಕ್ಕೆ ಸಾವಿರಾರು ಮಂದಿ ಆಗಮಿಸಿದ್ದರು.: [1303, 377, 1549, 401]
- list-item: [884, 1365, 1540, 1393]
- flower-bullet-icon: ❁: [884, 1438, 892, 1449]
- paragraph: ನಂಜನಗೂಡು: ನಗರದ ಕಾಂಗ್ರೆಸ್ ಕಚೇರಿಯಲ್ಲಿ ಶಾಮನೂರು ಶಿವಶಂಕರಪ್ಪ ಅವರ ಭಾವಚಿತ್ರಕ್ಕೆ ಪುಷ್ಪಾರ್ಚನೆ ಮಾಡಲಾಯಿತು.: [1047, 312, 1292, 335]
- paragraph: ಗ್ರಾಮ ಪಂಚಾಯಿತಿ ಸದಸ್ಯರು, ಸ್ಥಳೀಯ ಮುಖಂಡರು ಹಾಗೂ ಸಾರ್ವಜನಿಕರು ದೊಡ್ಡ ಸಂಖ್ಯೆಯಲ್ಲಿ ಭಾಗವಹಿಸಿ ಗೌರವ ಸಲ್ಲಿಸಿದರು.: [1303, 312, 1549, 335]
- paragraph: ಎಸ್. ಕೃಷ್ಣಮೂರ್ತಿ, ಸೋಮಶೇಖರ್, ಬಿ. ಮಹದೇವಸ್ವಾಮಿ, ಎಂ. ಶಿವಕುಮಾರ್ ಸೇರಿದಂತೆ ಹಲವರು ಭಾಗವಹಿಸಿದ್ದರು.: [1147, 813, 1454, 822]
- list-item: [884, 1346, 1540, 1361]
- paragraph: ಗ್ರಾಮ ಲೆಕ್ಕಿಗರು ಮತ್ತು ಕಂದಾಯ ನಿರೀಕ್ಷಕರು ಗ್ರಾಮಗಳಿಗೆ ಭೇಟಿ ನೀಡಿ ದಾಖಲೆ ಪರಿಶೀಲಿಸಲಿದ್ದಾರೆ. ಸಾರ್ವಜನಿಕರು ಸಹಕರಿಸುವಂತೆ ಮನವಿ ಮಾಡಲಾಗಿದೆ.: [19, 1021, 247, 1044]
- list-item: [28, 1694, 868, 1708]
